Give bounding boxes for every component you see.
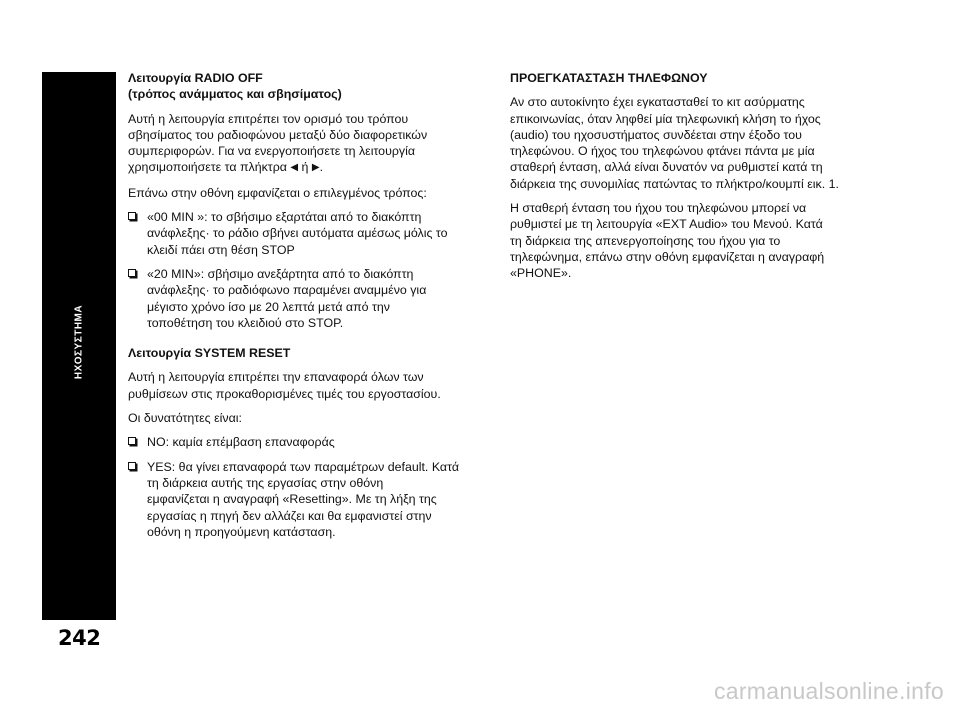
radio-off-section <box>128 70 493 331</box>
phone-preset-paragraph-1: Αν στο αυτοκίνητο έχει εγκατασταθεί το κιτ ασύρματης επικοινωνίας, όταν ληφθεί μία τηλεφωνική κλήση το ήχος (audio) του ηχοσυστήματος συνδέεται στην έξοδο του τηλεφώνου. Ο ήχος του τηλεφώνου φτάνει πάντα με μία σταθερή ένταση, αλλά είναι δυνατόν να ρυθμιστεί κατά τη διάρκεια της συνομιλίας πατώντας το πλήκτρο/κουμπί εικ. 1. <box>510 95 839 191</box>
right-column <box>510 70 880 282</box>
checkbox-bullet-icon <box>128 212 136 220</box>
watermark: carmanualsonline.info <box>713 678 944 704</box>
left-column <box>128 70 493 540</box>
checkbox-bullet-icon <box>128 269 136 277</box>
list-item: «20 MIN»: σβήσιμο ανεξάρτητα από το διακόπτη ανάφλεξης· το ραδιόφωνο παραμένει αναμμένο για μέγιστο χρόνο ίσο με 20 λεπτά μετά από την τοποθέτηση του κλειδιού στο STOP. <box>128 266 493 331</box>
checkbox-bullet-icon <box>128 462 136 470</box>
left-arrow-icon: ◀ <box>290 162 299 174</box>
radio-off-display-text: Επάνω στην οθόνη εμφανίζεται ο επιλεγμένος τρόπος: <box>128 185 427 200</box>
list-item: NO: καμία επέμβαση επαναφοράς <box>128 434 493 450</box>
list-item: «00 MIN »: το σβήσιμο εξαρτάται από το διακόπτη ανάφλεξης· το ράδιο σβήνει αυτόματα αμέσως μόλις το κλειδί πάει στη θέση STOP <box>128 209 493 258</box>
checkbox-bullet-icon <box>128 437 136 445</box>
list-item: YES: θα γίνει επαναφορά των παραμέτρων default. Κατά τη διάρκεια αυτής της εργασίας στην οθόνη εμφανίζεται η αναγραφή «Resetting». Με τη λήξη της εργασίας η πηγή δεν αλλάζει και θα εμφανιστεί στην οθόνη η προηγούμενη κατάσταση. <box>128 459 493 540</box>
phone-preset-title: ΠΡΟΕΓΚΑΤΑΣΤΑΣΗ ΤΗΛΕΦΩΝΟΥ <box>510 71 708 85</box>
system-reset-options-text: Οι δυνατότητες είναι: <box>128 411 242 426</box>
system-reset-title: Λειτουργία SYSTEM RESET <box>128 346 291 361</box>
side-tab-label: ΗΧΟΣΥΣΤΗΜΑ <box>73 304 85 380</box>
radio-off-intro: Αυτή η λειτουργία επιτρέπει τον ορισμό του τρόπου σβησίματος του ραδιοφώνου μεταξύ δύο διαφορετικών συμπεριφορών. Για να ενεργοποιήσετε τη λειτουργία χρησιμοποιήσετε τα πλήκτρα ◀ ή ▶. <box>128 111 493 177</box>
radio-off-options <box>128 209 493 331</box>
phone-preset-paragraph-2: Η σταθερή ένταση του ήχου του τηλεφώνου μπορεί να ρυθμιστεί με τη λειτουργία «EXT Audio» του Μενού. Κατά τη διάρκεια της απενεργοποίησης του ήχου για το τηλεφώνημα, επάνω στην οθόνη εμφανίζεται η αναγραφή «PHONE». <box>510 201 825 281</box>
right-arrow-icon: ▶ <box>311 162 320 174</box>
phone-preset-section <box>510 70 880 282</box>
system-reset-intro: Αυτή η λειτουργία επιτρέπει την επαναφορά όλων των ρυθμίσεων στις προκαθορισμένες τιμές του εργοστασίου. <box>128 370 441 401</box>
system-reset-section <box>128 345 493 540</box>
system-reset-options <box>128 434 493 540</box>
page-number: 242 <box>58 626 101 650</box>
radio-off-title: Λειτουργία RADIO OFF (τρόπος ανάμματος και σβησίματος) <box>128 71 342 102</box>
